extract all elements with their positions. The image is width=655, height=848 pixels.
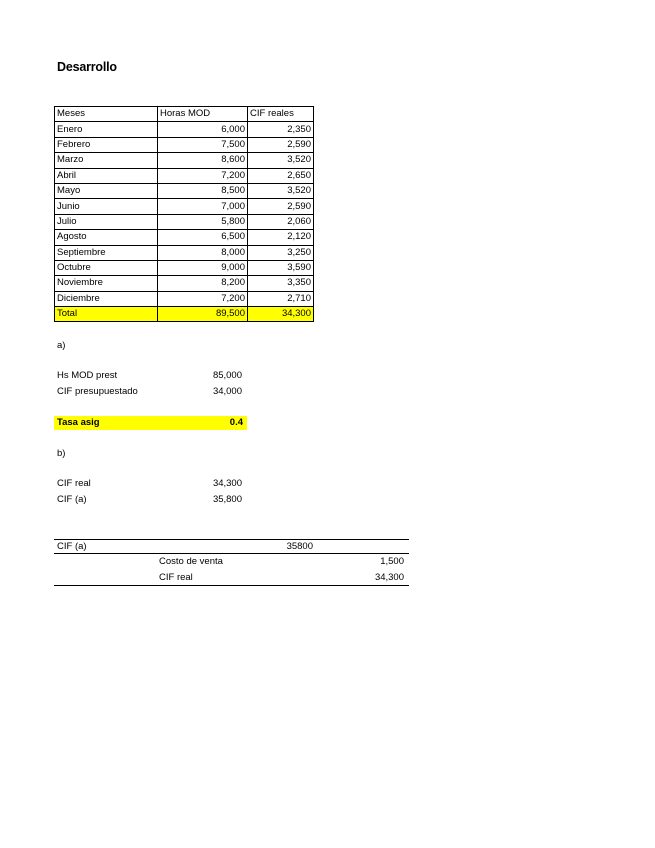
header-meses: Meses <box>55 107 158 122</box>
cif-reales-cell: 3,350 <box>248 276 314 291</box>
month-cell: Diciembre <box>55 291 158 306</box>
table-row <box>55 291 314 306</box>
horas-mod-cell: 9,000 <box>158 260 248 275</box>
total-horas-mod: 89,500 <box>158 307 248 322</box>
cif-reales-cell: 2,590 <box>248 137 314 152</box>
hs-mod-prest-value: 85,000 <box>212 370 242 381</box>
horas-mod-cell: 8,200 <box>158 276 248 291</box>
section-a-label: a) <box>57 340 66 351</box>
horas-mod-cell: 7,200 <box>158 291 248 306</box>
cif-reales-cell: 2,060 <box>248 214 314 229</box>
table-row <box>55 214 314 229</box>
horas-mod-cell: 8,600 <box>158 153 248 168</box>
page-title: Desarrollo <box>57 60 117 74</box>
table-row <box>55 183 314 198</box>
total-label: Total <box>55 307 158 322</box>
month-cell: Febrero <box>55 137 158 152</box>
hs-mod-prest-label: Hs MOD prest <box>57 370 118 381</box>
cif-reales-cell: 2,710 <box>248 291 314 306</box>
cif-reales-cell: 2,650 <box>248 168 314 183</box>
table-header-row <box>55 107 314 122</box>
table-row <box>55 137 314 152</box>
horas-mod-cell: 7,200 <box>158 168 248 183</box>
month-cell: Enero <box>55 122 158 137</box>
month-cell: Marzo <box>55 153 158 168</box>
monthly-data-table <box>54 106 314 322</box>
ledger-costo-venta-value: 1,500 <box>380 556 404 567</box>
ledger-mid-rule <box>54 553 409 554</box>
horas-mod-cell: 6,000 <box>158 122 248 137</box>
cif-real-value: 34,300 <box>212 478 242 489</box>
table-row <box>55 153 314 168</box>
cif-reales-cell: 2,120 <box>248 230 314 245</box>
cif-presupuestado-label: CIF presupuestado <box>57 386 138 397</box>
table-row <box>55 245 314 260</box>
horas-mod-cell: 8,500 <box>158 183 248 198</box>
ledger-costo-venta-label: Costo de venta <box>159 556 223 567</box>
table-row <box>55 199 314 214</box>
ledger-left-value: 35800 <box>286 541 313 552</box>
cif-reales-cell: 2,590 <box>248 199 314 214</box>
month-cell: Mayo <box>55 183 158 198</box>
month-cell: Septiembre <box>55 245 158 260</box>
month-cell: Noviembre <box>55 276 158 291</box>
month-cell: Julio <box>55 214 158 229</box>
cif-reales-cell: 3,520 <box>248 153 314 168</box>
ledger-cif-real-label: CIF real <box>159 572 193 583</box>
tasa-asig-label: Tasa asig <box>57 417 100 428</box>
cif-reales-cell: 3,590 <box>248 260 314 275</box>
horas-mod-cell: 6,500 <box>158 230 248 245</box>
cif-reales-cell: 2,350 <box>248 122 314 137</box>
month-cell: Octubre <box>55 260 158 275</box>
horas-mod-cell: 8,000 <box>158 245 248 260</box>
tasa-asig-value: 0.4 <box>229 417 243 428</box>
cif-presupuestado-value: 34,000 <box>212 386 242 397</box>
horas-mod-cell: 7,000 <box>158 199 248 214</box>
cif-a-label: CIF (a) <box>57 494 87 505</box>
horas-mod-cell: 5,800 <box>158 214 248 229</box>
cif-real-label: CIF real <box>57 478 91 489</box>
table-row <box>55 230 314 245</box>
ledger-cif-real-value: 34,300 <box>374 572 404 583</box>
table-row <box>55 260 314 275</box>
table-row <box>55 168 314 183</box>
total-cif-reales: 34,300 <box>248 307 314 322</box>
ledger-bottom-rule <box>54 585 409 586</box>
table-row <box>55 276 314 291</box>
table-row <box>55 122 314 137</box>
month-cell: Agosto <box>55 230 158 245</box>
cif-reales-cell: 3,520 <box>248 183 314 198</box>
section-b-label: b) <box>57 448 66 459</box>
ledger-left-label: CIF (a) <box>57 541 87 552</box>
header-horas-mod: Horas MOD <box>158 107 248 122</box>
month-cell: Junio <box>55 199 158 214</box>
table-total-row <box>55 307 314 322</box>
month-cell: Abril <box>55 168 158 183</box>
ledger-top-rule <box>54 539 409 540</box>
cif-a-value: 35,800 <box>212 494 242 505</box>
header-cif-reales: CIF reales <box>248 107 314 122</box>
cif-reales-cell: 3,250 <box>248 245 314 260</box>
horas-mod-cell: 7,500 <box>158 137 248 152</box>
